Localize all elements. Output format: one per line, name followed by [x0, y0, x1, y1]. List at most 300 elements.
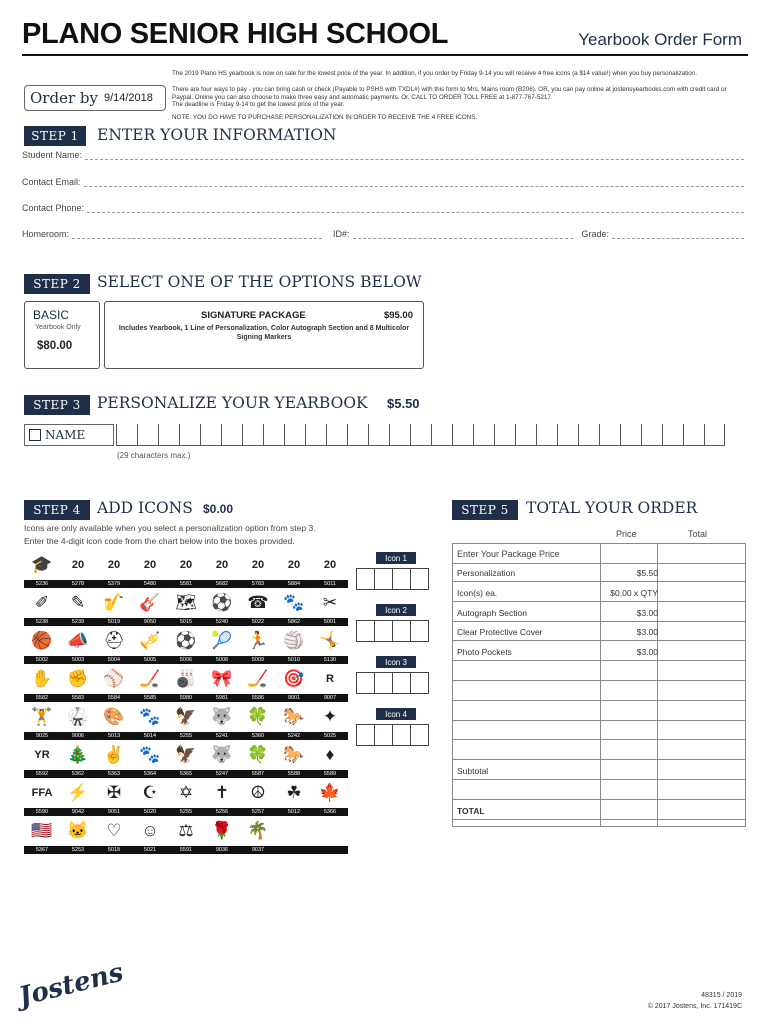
icon-code: 5584: [107, 695, 121, 701]
icon-code: 5256: [215, 809, 229, 815]
totals-row: [453, 781, 745, 800]
icon-digit-box[interactable]: [374, 568, 393, 590]
totals-row: [453, 721, 745, 740]
icon-glyph-4-3: 🐾: [139, 707, 161, 726]
totals-row: [453, 761, 745, 780]
homeroom-label: Homeroom:: [22, 229, 70, 239]
footer-copyright: © 2017 Jostens, Inc. 171419C: [647, 1003, 742, 1010]
contact-phone-label: Contact Phone:: [22, 203, 85, 213]
totals-row-price: $5.50: [636, 568, 658, 578]
icon-2-label: Icon 2: [376, 604, 416, 616]
icon-glyph-4-2: 🎨: [103, 707, 125, 726]
name-char-box[interactable]: [704, 424, 725, 446]
icon-code: 5247: [215, 771, 229, 777]
totals-row-total-cell[interactable]: [659, 761, 743, 779]
name-option[interactable]: [24, 424, 114, 446]
icon-glyph-6-0: FFA: [31, 787, 53, 799]
icon-glyph-7-4: ⚖: [178, 821, 194, 840]
icon-glyph-4-1: 🥋: [67, 707, 89, 726]
icon-code: 9025: [35, 733, 49, 739]
icon-glyph-7-2: ♡: [106, 821, 122, 840]
footer-code: 48315 / 2019: [701, 992, 742, 999]
icon-code: 5581: [179, 581, 193, 587]
icon-glyph-3-6: 🏒: [247, 669, 269, 688]
step3-badge: STEP 3: [24, 395, 90, 415]
signature-description: Includes Yearbook, 1 Line of Personalization, Color Autograph Section and 8 Multicolor Signing Markers: [118, 325, 410, 341]
icon-glyph-6-4: ✡: [178, 783, 194, 802]
intro-text-3: The deadline is Friday 9-14 to get the lowest price of the year.: [172, 101, 345, 108]
name-char-box[interactable]: [578, 424, 599, 446]
icon-digit-box[interactable]: [392, 724, 411, 746]
order-by-date: 9/14/2018: [103, 92, 153, 104]
icon-code: 9006: [71, 733, 85, 739]
icon-code: 5005: [143, 657, 157, 663]
icon-code: 5002: [35, 657, 49, 663]
icon-code: 9050: [143, 619, 157, 625]
icon-code: 5009: [251, 657, 265, 663]
totals-row-total-cell[interactable]: [659, 702, 743, 720]
icon-glyph-5-0: YR: [34, 749, 50, 761]
icon-glyph-6-3: ☪: [142, 783, 158, 802]
icon-code: 5004: [107, 657, 121, 663]
icon-glyph-4-0: 🏋: [31, 707, 53, 726]
icon-code: 5366: [323, 809, 337, 815]
icon-glyph-5-6: 🍀: [247, 745, 269, 764]
icon-code: 5255: [179, 809, 193, 815]
totals-row-total-cell[interactable]: [659, 682, 743, 700]
icon-glyph-1-6: ☎: [247, 593, 269, 612]
icon-code: 5587: [251, 771, 265, 777]
totals-row-total-cell[interactable]: [659, 642, 743, 660]
icon-code: 5130: [323, 657, 337, 663]
icon-glyph-5-3: 🐾: [139, 745, 161, 764]
name-char-box[interactable]: [284, 424, 305, 446]
icon-digit-box[interactable]: [392, 620, 411, 642]
icon-code: 5240: [215, 619, 229, 625]
totals-row-total-cell[interactable]: [659, 801, 743, 819]
icon-glyph-0-8: 20: [323, 559, 337, 571]
totals-row: [453, 603, 745, 622]
icon-code: 5367: [35, 847, 49, 853]
icon-code: 5020: [143, 809, 157, 815]
icon-glyph-6-2: ✠: [106, 783, 122, 802]
totals-row-price: $3.00: [636, 607, 658, 618]
icon-glyph-5-8: ♦: [325, 745, 335, 764]
icons-desc-1: Icons are only available when you select a personalization option from step 3.: [24, 523, 316, 533]
intro-text-1: The 2019 Plano HS yearbook is now on sale for the lowest price of the year. In addition, if you order by Friday 9-14 you will receive 4 free icons (a $14 value!) when you buy personalization.: [172, 70, 698, 77]
icon-code-row: [24, 694, 348, 702]
totals-row: [453, 583, 745, 602]
icon-chart: [24, 550, 348, 854]
totals-row: [453, 662, 745, 681]
name-char-box[interactable]: [662, 424, 683, 446]
totals-row: [453, 741, 745, 760]
name-char-box[interactable]: [431, 424, 452, 446]
totals-row-label: TOTAL: [457, 805, 485, 816]
totals-row: [453, 682, 745, 701]
basic-subtitle: Yearbook Only: [35, 324, 81, 331]
name-char-box[interactable]: [263, 424, 284, 446]
enter-package-price-label: Enter Your Package Price: [457, 549, 560, 559]
icon-entry-area: [356, 552, 436, 772]
col-price-header: Price: [616, 529, 637, 539]
totals-row-label: Subtotal: [457, 766, 489, 776]
icon-code: 9001: [287, 695, 301, 701]
name-char-box[interactable]: [368, 424, 389, 446]
icon-code: 9037: [251, 847, 265, 853]
icon-glyph-3-8: R: [326, 673, 334, 685]
icon-glyph-4-8: ✦: [322, 707, 338, 726]
student-name-line[interactable]: [85, 152, 744, 160]
icon-code: 5278: [71, 581, 85, 587]
contact-email-label: Contact Email:: [22, 177, 81, 187]
name-char-box[interactable]: [389, 424, 410, 446]
icon-glyph-3-3: 🏒: [139, 669, 161, 688]
name-char-box[interactable]: [200, 424, 221, 446]
icon-glyph-3-0: ✋: [31, 669, 53, 688]
icon-digit-box[interactable]: [356, 672, 375, 694]
icon-digit-box[interactable]: [410, 672, 429, 694]
totals-row-total-cell[interactable]: [659, 721, 743, 739]
contact-phone-line[interactable]: [87, 205, 744, 213]
id-label: ID#:: [333, 229, 350, 239]
name-char-box[interactable]: [158, 424, 179, 446]
icon-digit-box[interactable]: [392, 568, 411, 590]
icon-code: 5022: [251, 619, 265, 625]
icon-code: 5019: [107, 619, 121, 625]
totals-row-total-cell[interactable]: [659, 563, 743, 581]
icon-glyph-5-7: 🐎: [283, 745, 305, 764]
step3-price: $5.50: [387, 396, 420, 411]
icon-glyph-7-5: 🌹: [211, 821, 233, 840]
name-char-box[interactable]: [347, 424, 368, 446]
icon-code: 5242: [287, 733, 301, 739]
icon-code: 5239: [71, 619, 85, 625]
icon-code-row: [24, 808, 348, 816]
icon-glyph-2-0: 🏀: [31, 631, 53, 650]
icon-glyph-6-1: ⚡: [67, 783, 89, 802]
totals-row-total-cell[interactable]: [659, 583, 743, 601]
name-char-box[interactable]: [473, 424, 494, 446]
name-char-box[interactable]: [326, 424, 347, 446]
icon-glyph-0-3: 20: [143, 559, 157, 571]
totals-row-label: Autograph Section: [457, 607, 527, 618]
totals-row: [453, 801, 745, 820]
icon-code: 5018: [107, 847, 121, 853]
icon-code: 9007: [323, 695, 337, 701]
totals-row: [453, 622, 745, 641]
icon-code: 5981: [215, 695, 229, 701]
icon-code-row: [24, 770, 348, 778]
icon-digit-box[interactable]: [410, 568, 429, 590]
icon-code: 5589: [323, 771, 337, 777]
icon-glyph-0-6: 20: [251, 559, 265, 571]
col-total-header: Total: [688, 529, 708, 539]
step5-title: TOTAL YOUR ORDER: [526, 499, 698, 517]
name-char-box[interactable]: [494, 424, 515, 446]
student-name-field[interactable]: [22, 150, 744, 160]
icon-code: 5480: [143, 581, 157, 587]
icon-code: 5001: [323, 619, 337, 625]
icon-glyph-5-5: 🐺: [211, 745, 233, 764]
step1-badge: STEP 1: [24, 126, 86, 146]
student-name-label: Student Name:: [22, 150, 83, 160]
icon-glyph-3-1: ✊: [67, 669, 89, 688]
icon-code: 5238: [35, 619, 49, 625]
name-char-box[interactable]: [116, 424, 137, 446]
icon-code: 5360: [251, 733, 265, 739]
totals-row: [453, 563, 745, 582]
icon-code: 5365: [179, 771, 193, 777]
icon-glyph-0-2: 20: [107, 559, 121, 571]
jostens-logo: Jostens: [15, 957, 127, 1013]
icon-glyph-1-2: 🎷: [103, 593, 125, 612]
totals-row-label: Icon(s) ea.: [457, 587, 498, 598]
name-char-box[interactable]: [683, 424, 704, 446]
icon-code: 5379: [107, 581, 121, 587]
icon-glyph-2-7: 🏐: [283, 631, 305, 650]
icon-code-row: [24, 732, 348, 740]
icon-digit-box[interactable]: [410, 724, 429, 746]
totals-row-total-cell[interactable]: [659, 603, 743, 621]
icon-digit-box[interactable]: [356, 620, 375, 642]
icon-glyph-3-4: 🎳: [175, 669, 197, 688]
icon-code: 5013: [107, 733, 121, 739]
icon-digit-box[interactable]: [356, 724, 375, 746]
icon-glyph-1-5: ⚽: [211, 593, 233, 612]
icon-glyph-0-0: 🎓: [31, 555, 53, 574]
step5-badge: STEP 5: [452, 500, 518, 520]
icon-glyph-3-2: ⚾: [103, 669, 125, 688]
totals-table: [452, 543, 746, 827]
icon-glyph-0-5: 20: [215, 559, 229, 571]
icon-glyph-6-8: 🍁: [319, 783, 341, 802]
totals-row-price: $3.00: [636, 627, 658, 638]
icon-code: 9042: [71, 809, 85, 815]
icon-1-label: Icon 1: [376, 552, 416, 564]
icon-glyph-6-6: ☮: [250, 783, 266, 802]
name-char-box[interactable]: [599, 424, 620, 446]
step2-title: SELECT ONE OF THE OPTIONS BELOW: [97, 273, 422, 291]
icon-glyph-0-4: 20: [179, 559, 193, 571]
name-checkbox[interactable]: [29, 429, 41, 441]
name-char-box[interactable]: [242, 424, 263, 446]
icon-glyph-2-1: 📣: [67, 631, 89, 650]
icon-glyph-3-5: 🎀: [211, 669, 233, 688]
icon-glyph-2-4: ⚽: [175, 631, 197, 650]
icon-code: 5025: [323, 733, 337, 739]
icon-glyph-7-0: 🇺🇸: [31, 821, 53, 840]
totals-row-price: $3.00: [636, 647, 658, 658]
contact-email-field[interactable]: [22, 177, 744, 187]
icon-code: 5012: [287, 809, 301, 815]
icon-glyph-6-7: ☘: [286, 783, 302, 802]
icon-glyph-7-6: 🌴: [247, 821, 269, 840]
icon-glyph-7-3: ☺: [141, 821, 159, 840]
basic-package-option[interactable]: [24, 301, 100, 369]
grade-line[interactable]: [612, 231, 744, 239]
icon-code: 5586: [251, 695, 265, 701]
icon-code: 5236: [35, 581, 49, 587]
icon-code: 5010: [287, 657, 301, 663]
signature-package-option[interactable]: [104, 301, 424, 369]
grade-label: Grade:: [581, 229, 610, 239]
step1-title: ENTER YOUR INFORMATION: [97, 126, 337, 144]
totals-row-total-cell[interactable]: [659, 662, 743, 680]
contact-phone-field[interactable]: [22, 203, 744, 213]
icon-code: 5682: [215, 581, 229, 587]
icon-code: 5008: [215, 657, 229, 663]
icon-glyph-0-1: 20: [71, 559, 85, 571]
name-char-box[interactable]: [137, 424, 158, 446]
icon-glyph-4-6: 🍀: [247, 707, 269, 726]
icon-code: 5362: [71, 771, 85, 777]
signature-price: $95.00: [383, 310, 413, 321]
icon-glyph-1-3: 🎸: [139, 593, 161, 612]
icon-code: 9051: [107, 809, 121, 815]
school-name: PLANO SENIOR HIGH SCHOOL: [22, 18, 449, 50]
icon-code: 5363: [107, 771, 121, 777]
icon-glyph-5-1: 🎄: [67, 745, 89, 764]
totals-row-label: Clear Protective Cover: [457, 627, 543, 638]
icon-code: 5583: [71, 695, 85, 701]
icon-code: 5980: [179, 695, 193, 701]
totals-row-label: Personalization: [457, 568, 516, 578]
icon-glyph-6-5: ✝: [214, 783, 230, 802]
icon-code: 5783: [251, 581, 265, 587]
icon-code: 5588: [287, 771, 301, 777]
header-divider: [22, 54, 748, 56]
icon-digit-box[interactable]: [410, 620, 429, 642]
homeroom-line[interactable]: [72, 231, 322, 239]
icon-digit-box[interactable]: [374, 724, 393, 746]
step3-title: PERSONALIZE YOUR YEARBOOK: [97, 394, 368, 412]
totals-row-price: $0.00 x QTY: [610, 587, 658, 598]
name-char-box[interactable]: [410, 424, 431, 446]
icon-code: 5592: [35, 771, 49, 777]
totals-row: [453, 642, 745, 661]
icon-glyph-2-6: 🏃: [247, 631, 269, 650]
icon-4-label: Icon 4: [376, 708, 416, 720]
totals-row-label: Photo Pockets: [457, 647, 512, 658]
basic-price: $80.00: [37, 340, 73, 352]
icon-digit-box[interactable]: [392, 672, 411, 694]
icon-glyph-2-8: 🤸: [319, 631, 341, 650]
icon-code: 5862: [287, 619, 301, 625]
icon-code: 5006: [179, 657, 193, 663]
icon-code-row: [24, 580, 348, 588]
icon-glyph-1-7: 🐾: [283, 593, 305, 612]
icon-glyph-1-1: ✎: [70, 593, 86, 612]
name-char-box[interactable]: [641, 424, 662, 446]
signature-title: SIGNATURE PACKAGE: [201, 310, 306, 321]
icon-glyph-1-0: ✐: [34, 593, 50, 612]
contact-email-line[interactable]: [84, 179, 744, 187]
icon-glyph-2-5: 🎾: [211, 631, 233, 650]
icon-4-code-input[interactable]: [356, 724, 428, 746]
name-char-box[interactable]: [557, 424, 578, 446]
icon-glyph-1-8: ✂: [322, 593, 338, 612]
name-char-box[interactable]: [452, 424, 473, 446]
name-char-box[interactable]: [305, 424, 326, 446]
icon-glyph-5-2: ✌: [103, 745, 125, 764]
homeroom-row: [22, 229, 744, 239]
icon-code: 5241: [215, 733, 229, 739]
step2-badge: STEP 2: [24, 274, 90, 294]
icon-code: 5021: [143, 847, 157, 853]
totals-row: [453, 702, 745, 721]
icon-glyph-5-4: 🦅: [175, 745, 197, 764]
name-char-box[interactable]: [179, 424, 200, 446]
order-by-label: Order by: [30, 89, 98, 107]
chars-note: (29 characters max.): [117, 451, 191, 460]
icon-code-row: [24, 846, 348, 854]
icon-code: 5884: [287, 581, 301, 587]
icons-desc-2: Enter the 4-digit icon code from the chart below into the boxes provided.: [24, 536, 295, 546]
name-character-boxes[interactable]: [116, 424, 725, 446]
icon-code: 9036: [215, 847, 229, 853]
icon-1-code-input[interactable]: [356, 568, 428, 590]
basic-title: BASIC: [33, 308, 70, 322]
icon-digit-box[interactable]: [356, 568, 375, 590]
icon-code: 5003: [71, 657, 85, 663]
icon-code: 5011: [324, 581, 336, 587]
icon-code: 5257: [251, 809, 265, 815]
icon-code: 5255: [179, 733, 193, 739]
icon-glyph-2-3: 🎺: [139, 631, 161, 650]
icon-glyph-2-2: ⛑: [103, 631, 125, 650]
name-char-box[interactable]: [620, 424, 641, 446]
name-char-box[interactable]: [536, 424, 557, 446]
name-char-box[interactable]: [515, 424, 536, 446]
icon-2-code-input[interactable]: [356, 620, 428, 642]
step4-title: ADD ICONS: [97, 499, 193, 517]
totals-row-total-cell[interactable]: [659, 741, 743, 759]
icon-code: 5364: [143, 771, 157, 777]
icon-glyph-4-7: 🐎: [283, 707, 305, 726]
icon-glyph-0-7: 20: [287, 559, 301, 571]
totals-row-total-cell[interactable]: [659, 622, 743, 640]
intro-text-2: There are four ways to pay - you can bring cash or check (Payable to PSHS with TXDL#) with this form to Mrs. Mains room (B206). OR, you can pay online at jostensyearbooks.com with credit card or Paypal. Online you can also choose to make three easy and automatic payments. Or, CALL TO ORDER TOLL FREE at 1-877-767-5217.: [172, 86, 727, 101]
id-line[interactable]: [353, 231, 573, 239]
icon-3-code-input[interactable]: [356, 672, 428, 694]
name-label: NAME: [45, 428, 86, 442]
icon-code: 5590: [35, 809, 49, 815]
icon-code: 5015: [179, 619, 193, 625]
icon-code: 5585: [143, 695, 157, 701]
icon-glyph-3-7: 🎯: [283, 669, 305, 688]
icon-code-row: [24, 656, 348, 664]
icon-glyph-7-1: 🐱: [67, 821, 89, 840]
icon-code: 5591: [179, 847, 193, 853]
icon-code: 5582: [35, 695, 49, 701]
icon-code-row: [24, 618, 348, 626]
icon-glyph-4-4: 🦅: [175, 707, 197, 726]
intro-note: NOTE: YOU DO HAVE TO PURCHASE PERSONALIZATION IN ORDER TO RECEIVE THE 4 FREE ICONS.: [172, 114, 478, 121]
icon-digit-box[interactable]: [374, 620, 393, 642]
name-char-box[interactable]: [221, 424, 242, 446]
icon-digit-box[interactable]: [374, 672, 393, 694]
step4-badge: STEP 4: [24, 500, 90, 520]
totals-row-total-cell[interactable]: [659, 781, 743, 799]
form-title: Yearbook Order Form: [578, 30, 742, 49]
icon-code: 5014: [143, 733, 157, 739]
icon-glyph-4-5: 🐺: [211, 707, 233, 726]
icon-3-label: Icon 3: [376, 656, 416, 668]
order-by-box: [24, 85, 166, 111]
step4-price: $0.00: [203, 502, 234, 516]
icon-code: 5253: [71, 847, 85, 853]
